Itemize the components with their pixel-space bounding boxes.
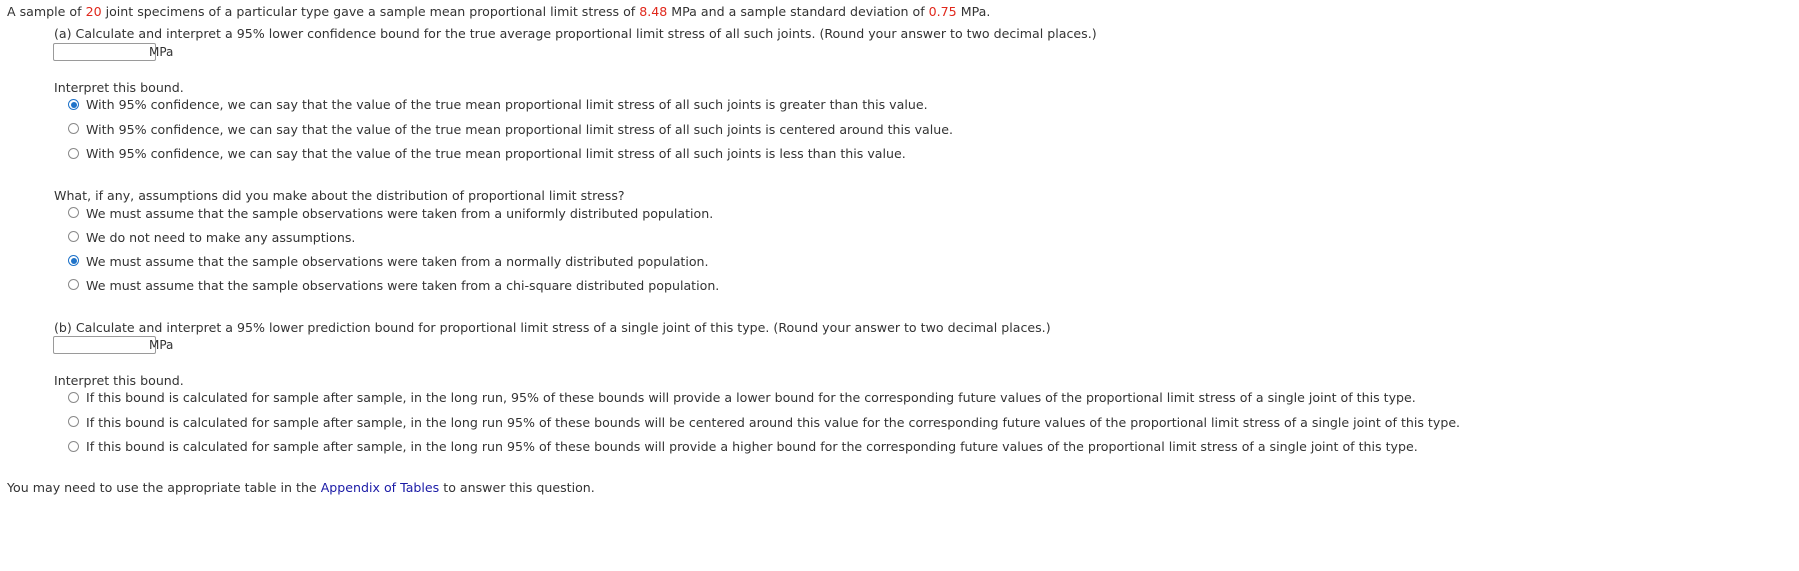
footer-text-1: You may need to use the appropriate table in the — [7, 480, 321, 495]
option-label[interactable]: If this bound is calculated for sample after sample, in the long run, 95% of these bounds will provide a lower bound for the corresponding future values of the proportional limit stress of a single joint of this type. — [86, 390, 1416, 405]
part-a-answer-input[interactable] — [53, 43, 156, 61]
part-b-unit: MPa — [149, 338, 174, 352]
option-label[interactable]: With 95% confidence, we can say that the value of the true mean proportional limit stress of all such joints is greater than this value. — [86, 97, 928, 112]
intro-text-4: MPa. — [956, 4, 991, 19]
option-label[interactable]: We must assume that the sample observations were taken from a normally distributed population. — [86, 254, 709, 269]
radio-button[interactable] — [68, 279, 79, 290]
option-label[interactable]: We must assume that the sample observations were taken from a uniformly distributed population. — [86, 206, 714, 221]
sample-sd-value: 0.75 — [928, 4, 957, 19]
footer-text-2: to answer this question. — [439, 480, 595, 495]
footer-note — [7, 480, 595, 495]
radio-button[interactable] — [68, 441, 79, 452]
part-a-interpret-label: Interpret this bound. — [54, 80, 184, 95]
radio-button-selected[interactable] — [68, 255, 79, 266]
problem-statement — [7, 4, 990, 19]
intro-text-3: MPa and a sample standard deviation of — [667, 4, 929, 19]
radio-button[interactable] — [68, 231, 79, 242]
radio-button-selected[interactable] — [68, 99, 79, 110]
appendix-of-tables-link[interactable]: Appendix of Tables — [320, 480, 440, 495]
radio-button[interactable] — [68, 123, 79, 134]
intro-text-2: joint specimens of a particular type gave a sample mean proportional limit stress of — [101, 4, 640, 19]
radio-button[interactable] — [68, 207, 79, 218]
part-a-prompt: (a) Calculate and interpret a 95% lower confidence bound for the true average proportional limit stress of all such joints. (Round your answer to two decimal places.) — [54, 26, 1097, 41]
radio-button[interactable] — [68, 392, 79, 403]
option-label[interactable]: If this bound is calculated for sample after sample, in the long run 95% of these bounds will provide a higher bound for the corresponding future values of the proportional limit stress of a single joint of this type. — [86, 439, 1418, 454]
radio-button[interactable] — [68, 148, 79, 159]
part-b-prompt: (b) Calculate and interpret a 95% lower prediction bound for proportional limit stress of a single joint of this type. (Round your answer to two decimal places.) — [54, 320, 1051, 335]
option-label[interactable]: With 95% confidence, we can say that the value of the true mean proportional limit stress of all such joints is centered around this value. — [86, 122, 954, 137]
option-label[interactable]: If this bound is calculated for sample after sample, in the long run 95% of these bounds will be centered around this value for the corresponding future values of the proportional limit stress of a single joint of this type. — [86, 415, 1461, 430]
option-label[interactable]: We must assume that the sample observations were taken from a chi-square distributed population. — [86, 278, 720, 293]
sample-mean-value: 8.48 — [639, 4, 668, 19]
assumption-question-label: What, if any, assumptions did you make about the distribution of proportional limit stress? — [54, 188, 625, 203]
option-label[interactable]: We do not need to make any assumptions. — [86, 230, 356, 245]
part-b-interpret-label: Interpret this bound. — [54, 373, 184, 388]
sample-size-value: 20 — [85, 4, 102, 19]
part-b-answer-input[interactable] — [53, 336, 156, 354]
intro-text-1: A sample of — [7, 4, 86, 19]
part-a-unit: MPa — [149, 45, 174, 59]
option-label[interactable]: With 95% confidence, we can say that the value of the true mean proportional limit stress of all such joints is less than this value. — [86, 146, 906, 161]
radio-button[interactable] — [68, 416, 79, 427]
